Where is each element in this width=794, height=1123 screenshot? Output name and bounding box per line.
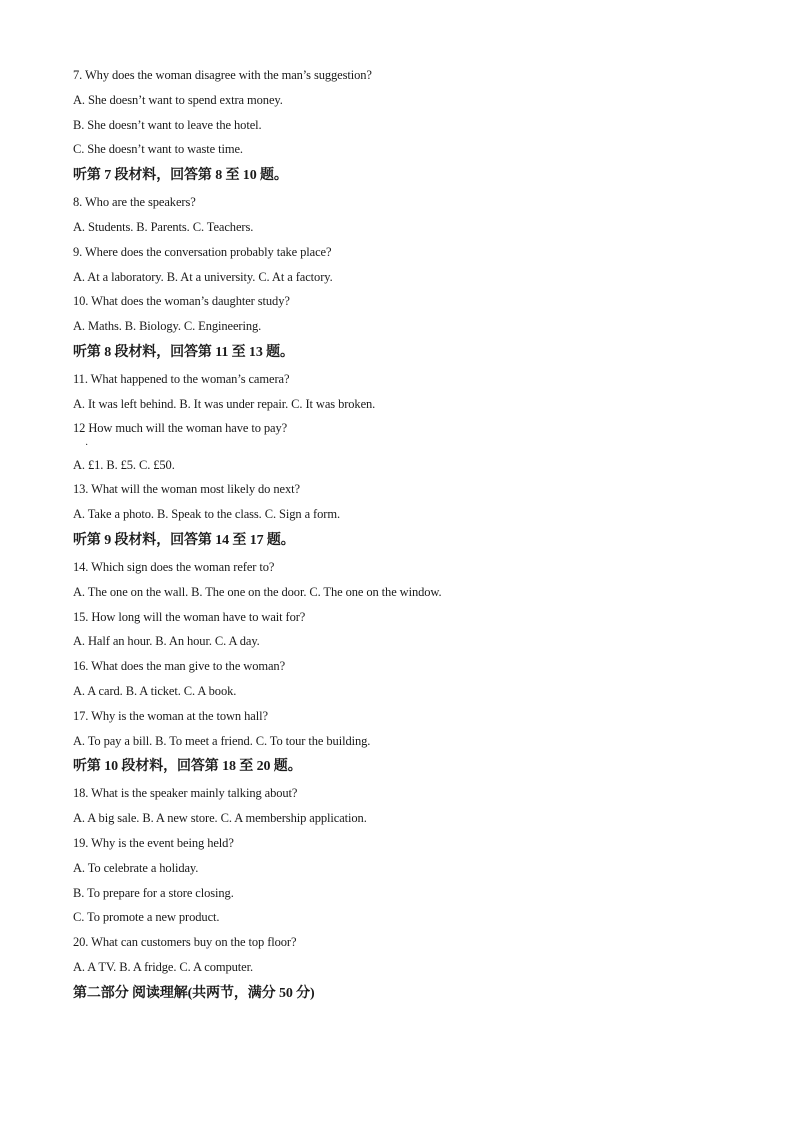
options-9: A. At a laboratory. B. At a university. C. At a factory. — [73, 269, 333, 284]
question-9: 9. Where does the conversation probably take place? — [73, 244, 332, 259]
options-18: A. A big sale. B. A new store. C. A membership application. — [73, 811, 367, 826]
question-10: 10. What does the woman’s daughter study? — [73, 294, 290, 309]
question-12: 12 How much will the woman have to pay? — [73, 420, 288, 435]
question-17: 17. Why is the woman at the town hall? — [73, 708, 268, 723]
options-16: A. A card. B. A ticket. C. A book. — [73, 683, 237, 698]
section-heading-7: 听第 7 段材料，回答第 8 至 10 题。 — [73, 168, 288, 184]
options-12: A. £1. B. £5. C. £50. — [73, 457, 175, 472]
question-13: 13. What will the woman most likely do next? — [73, 482, 300, 497]
section-heading-9: 听第 9 段材料，回答第 14 至 17 题。 — [73, 532, 295, 548]
options-17: A. To pay a bill. B. To meet a friend. C. To tour the building. — [73, 733, 371, 748]
question-19: 19. Why is the event being held? — [73, 835, 234, 850]
question-7: 7. Why does the woman disagree with the man’s suggestion? — [73, 68, 372, 82]
question-20: 20. What can customers buy on the top floor? — [73, 935, 297, 950]
option-19a: A. To celebrate a holiday. — [73, 860, 199, 875]
question-15: 15. How long will the woman have to wait for? — [73, 609, 306, 624]
option-7c: C. She doesn’t want to waste time. — [73, 142, 243, 157]
question-8: 8. Who are the speakers? — [73, 195, 196, 210]
options-20: A. A TV. B. A fridge. C. A computer. — [73, 959, 253, 974]
question-18: 18. What is the speaker mainly talking about? — [73, 786, 298, 801]
stray-dot: · — [85, 439, 89, 451]
section-heading-8: 听第 8 段材料，回答第 11 至 13 题。 — [73, 344, 294, 360]
question-16: 16. What does the man give to the woman? — [73, 659, 286, 674]
part-two-heading: 第二部分 阅读理解(共两节，满分 50 分) — [73, 985, 315, 1001]
option-19b: B. To prepare for a store closing. — [73, 885, 234, 900]
options-8: A. Students. B. Parents. C. Teachers. — [73, 219, 254, 234]
option-7b: B. She doesn’t want to leave the hotel. — [73, 117, 262, 132]
section-heading-10: 听第 10 段材料，回答第 18 至 20 题。 — [73, 759, 302, 775]
options-15: A. Half an hour. B. An hour. C. A day. — [73, 634, 260, 649]
question-14: 14. Which sign does the woman refer to? — [73, 559, 275, 574]
option-19c: C. To promote a new product. — [73, 910, 220, 925]
options-11: A. It was left behind. B. It was under repair. C. It was broken. — [73, 396, 376, 411]
options-14: A. The one on the wall. B. The one on the door. C. The one on the window. — [73, 584, 442, 599]
document-page — [73, 63, 733, 1008]
options-13: A. Take a photo. B. Speak to the class. C. Sign a form. — [73, 507, 340, 522]
options-10: A. Maths. B. Biology. C. Engineering. — [73, 319, 262, 334]
question-11: 11. What happened to the woman’s camera? — [73, 371, 290, 386]
option-7a: A. She doesn’t want to spend extra money. — [73, 92, 283, 107]
